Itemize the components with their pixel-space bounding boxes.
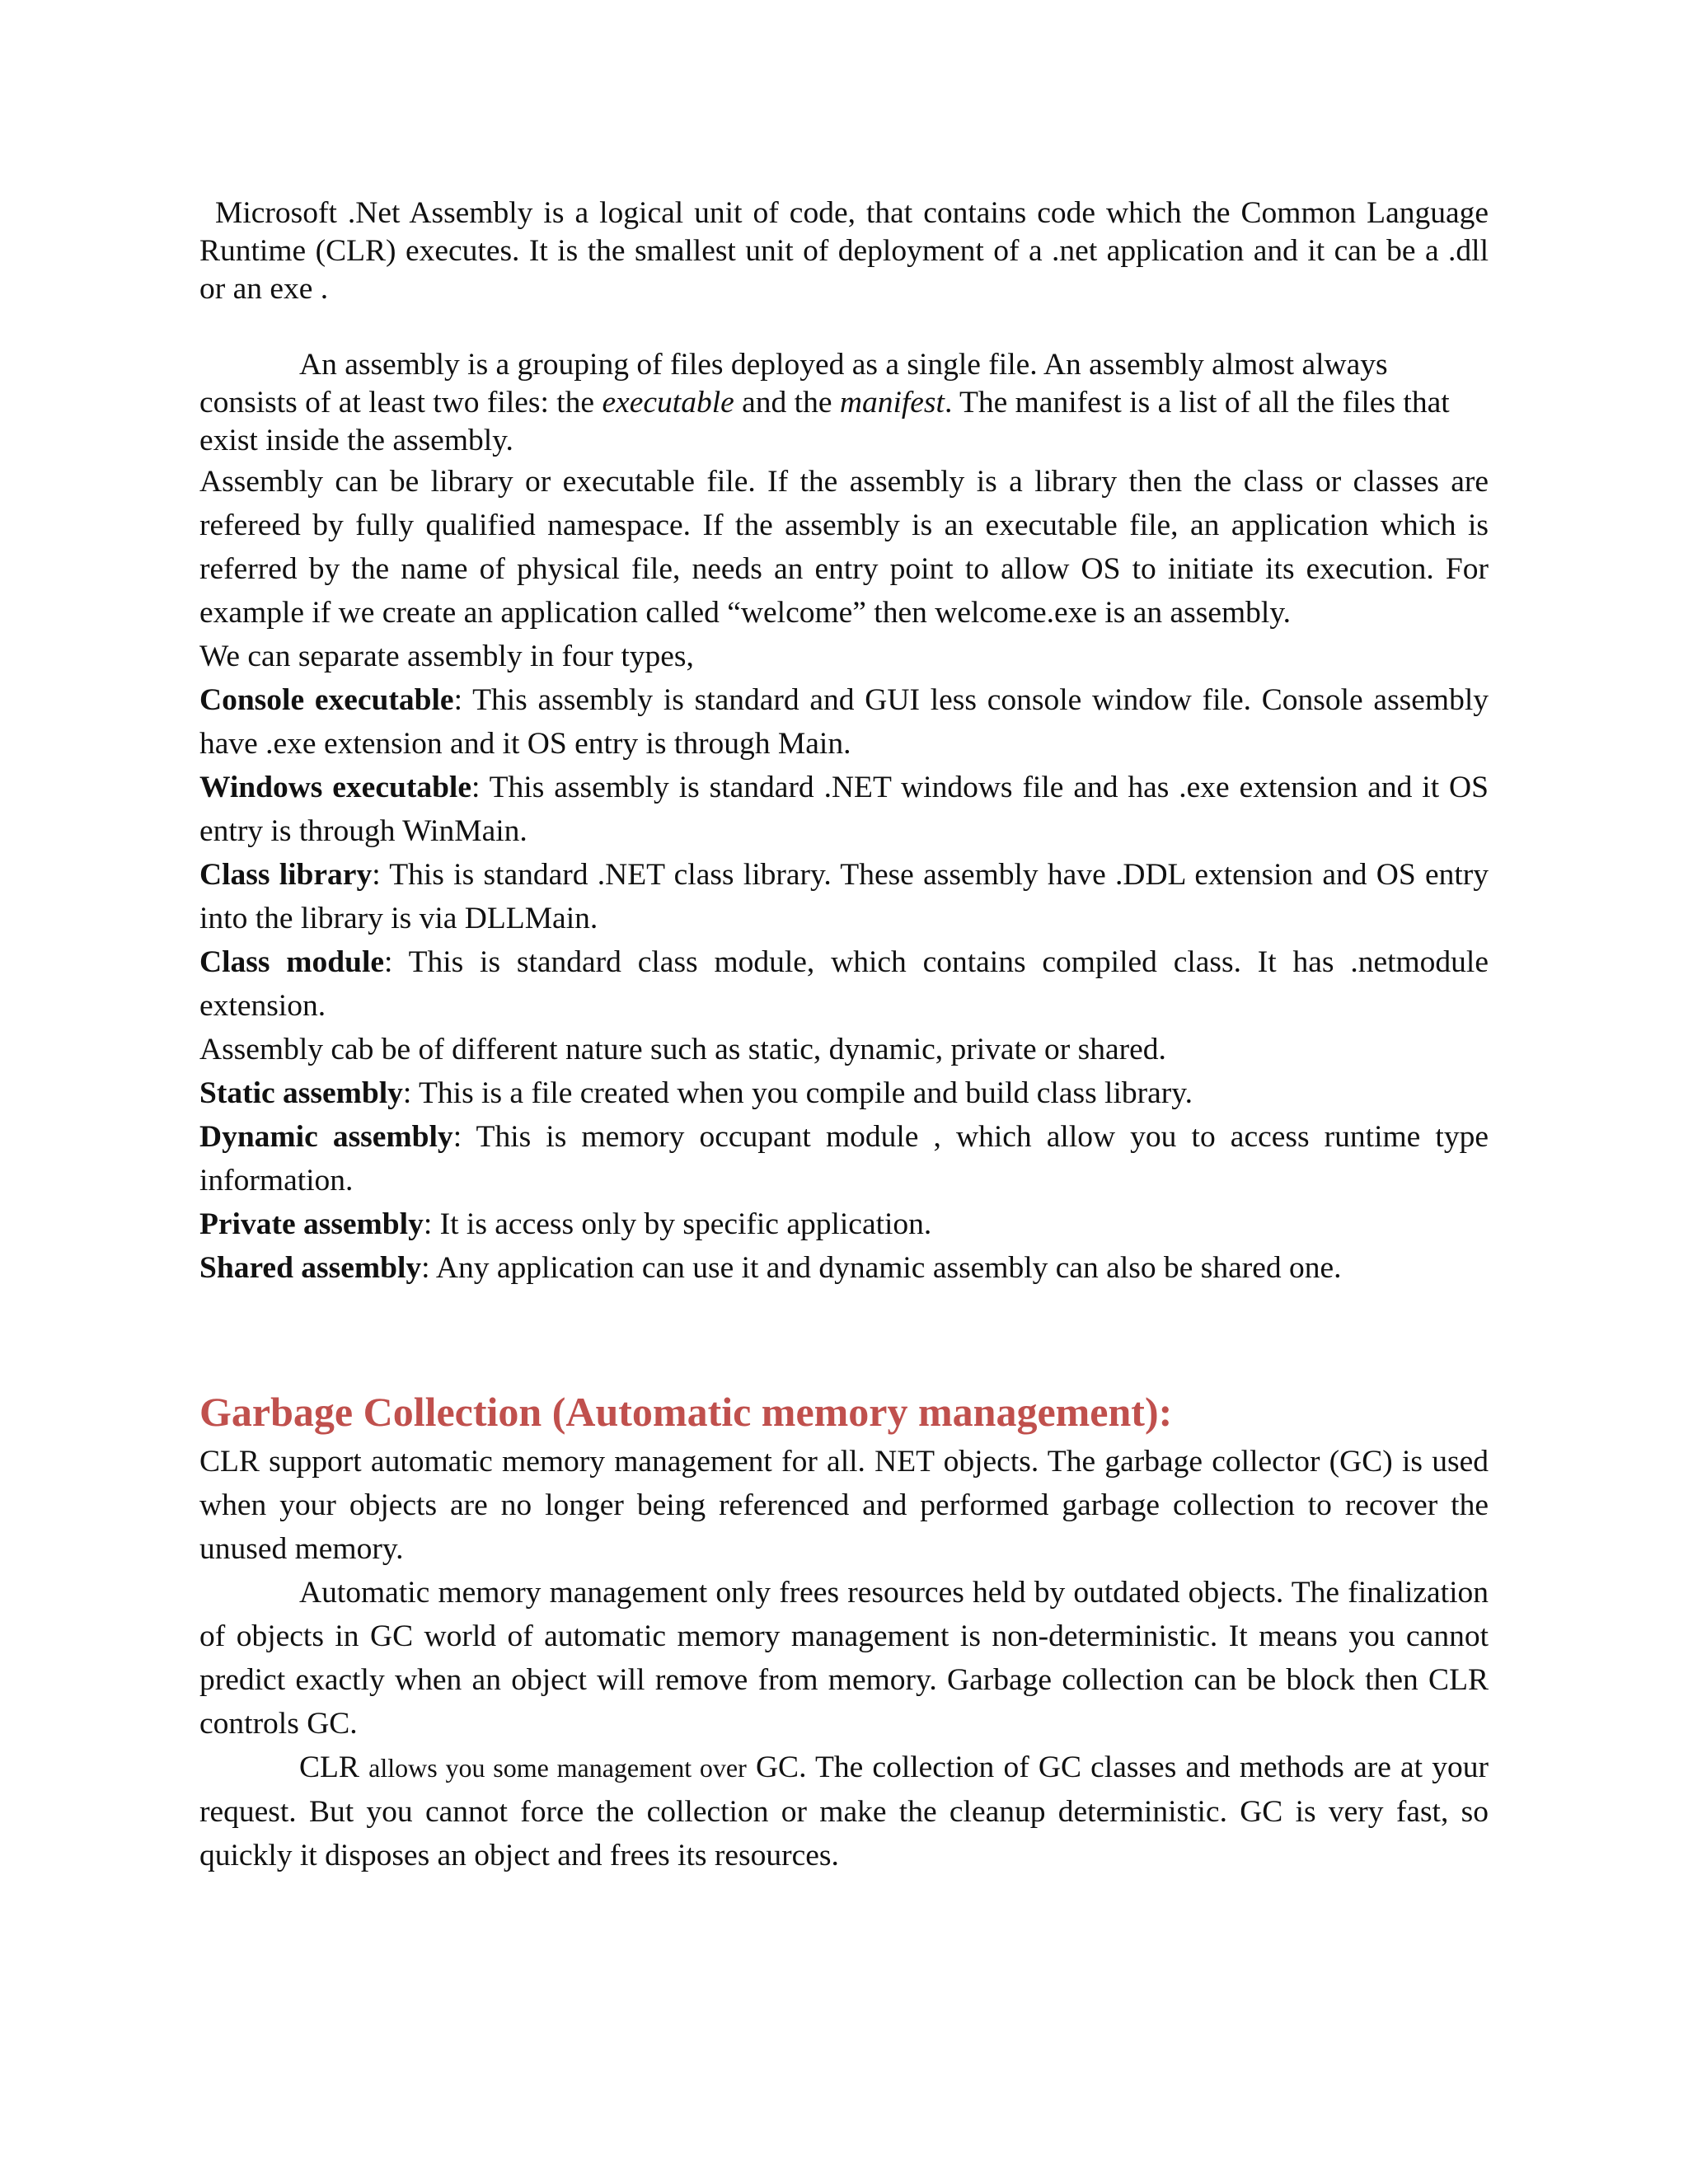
- type-item-class-module: [199, 940, 1489, 1028]
- gc-paragraph-2: Automatic memory management only frees resources held by outdated objects. The finalization of objects in GC world of automatic memory management is non-deterministic. It means you cannot predict exactly when an object will remove from memory. Garbage collection can be block then CLR controls GC.: [199, 1576, 1489, 1741]
- nature-term: Dynamic assembly: [199, 1120, 453, 1154]
- type-desc: : This is standard .NET class library. These assembly have .DDL extension and OS entry into the library is via DLLMain.: [199, 858, 1489, 935]
- nature-term: Private assembly: [199, 1207, 424, 1241]
- manifest-term: manifest: [839, 386, 945, 419]
- executable-term: executable: [602, 386, 734, 419]
- type-item-class-library: [199, 853, 1489, 940]
- type-term: Class module: [199, 945, 385, 979]
- nature-desc: : This is a file created when you compile and build class library.: [402, 1076, 1193, 1110]
- library-executable-paragraph: Assembly can be library or executable file. If the assembly is a library then the class or classes are refereed by fully qualified namespace. If the assembly is an executable file, an application which is referred by the name of physical file, needs an entry point to allow OS to initiate its execution. For example if we create an application called “welcome” then welcome.exe is an assembly.: [199, 465, 1489, 630]
- type-term: Class library: [199, 858, 373, 892]
- nature-item-static: [199, 1071, 1489, 1115]
- types-intro: We can separate assembly in four types,: [199, 640, 694, 673]
- intro-paragraph: [199, 194, 1489, 308]
- type-item-windows-executable: [199, 766, 1489, 853]
- type-desc: : This assembly is standard and GUI less console window file. Console assembly have .exe extension and it OS entry is through Main.: [199, 683, 1489, 761]
- type-term: Windows executable: [199, 771, 471, 804]
- document-page: [199, 194, 1489, 1877]
- nature-item-shared: [199, 1246, 1489, 1290]
- nature-item-private: [199, 1202, 1489, 1246]
- type-desc: : This is standard class module, which contains compiled class. It has .netmodule extension.: [199, 945, 1489, 1023]
- nature-desc: : This is memory occupant module , which allow you to access runtime type information.: [199, 1120, 1489, 1197]
- type-item-console-executable: [199, 678, 1489, 766]
- gc-heading: Garbage Collection (Automatic memory management):: [199, 1389, 1173, 1435]
- intro-text: Microsoft .Net Assembly is a logical unit of code, that contains code which the Common Language Runtime (CLR) executes. It is the smallest unit of deployment of a .net application and it can be a .dll or an exe .: [199, 196, 1489, 306]
- type-term: Console executable: [199, 683, 454, 717]
- nature-term: Shared assembly: [199, 1251, 422, 1285]
- gc-paragraph-1: CLR support automatic memory management for all. NET objects. The garbage collector (GC) is used when your objects are no longer being referenced and performed garbage collection to recover the unused memory.: [199, 1445, 1489, 1566]
- nature-desc: : It is access only by specific application.: [423, 1207, 932, 1241]
- nature-item-dynamic: [199, 1115, 1489, 1202]
- type-desc: : This assembly is standard .NET windows file and has .exe extension and it OS entry is through WinMain.: [199, 771, 1489, 848]
- gc-paragraph-3: CLR allows you some management over GC. The collection of GC classes and methods are at your request. But you cannot force the collection or make the cleanup deterministic. GC is very fast, so quickly it disposes an object and frees its resources.: [199, 1750, 1489, 1872]
- nature-term: Static assembly: [199, 1076, 403, 1110]
- nature-desc: : Any application can use it and dynamic assembly can also be shared one.: [421, 1251, 1342, 1285]
- nature-intro: Assembly cab be of different nature such as static, dynamic, private or shared.: [199, 1033, 1166, 1066]
- assembly-definition-paragraph: An assembly is a grouping of files deployed as a single file. An assembly almost always consists of at least two files: the executable and the manifest. The manifest is a list of all the files that exist inside the assembly.: [199, 348, 1450, 457]
